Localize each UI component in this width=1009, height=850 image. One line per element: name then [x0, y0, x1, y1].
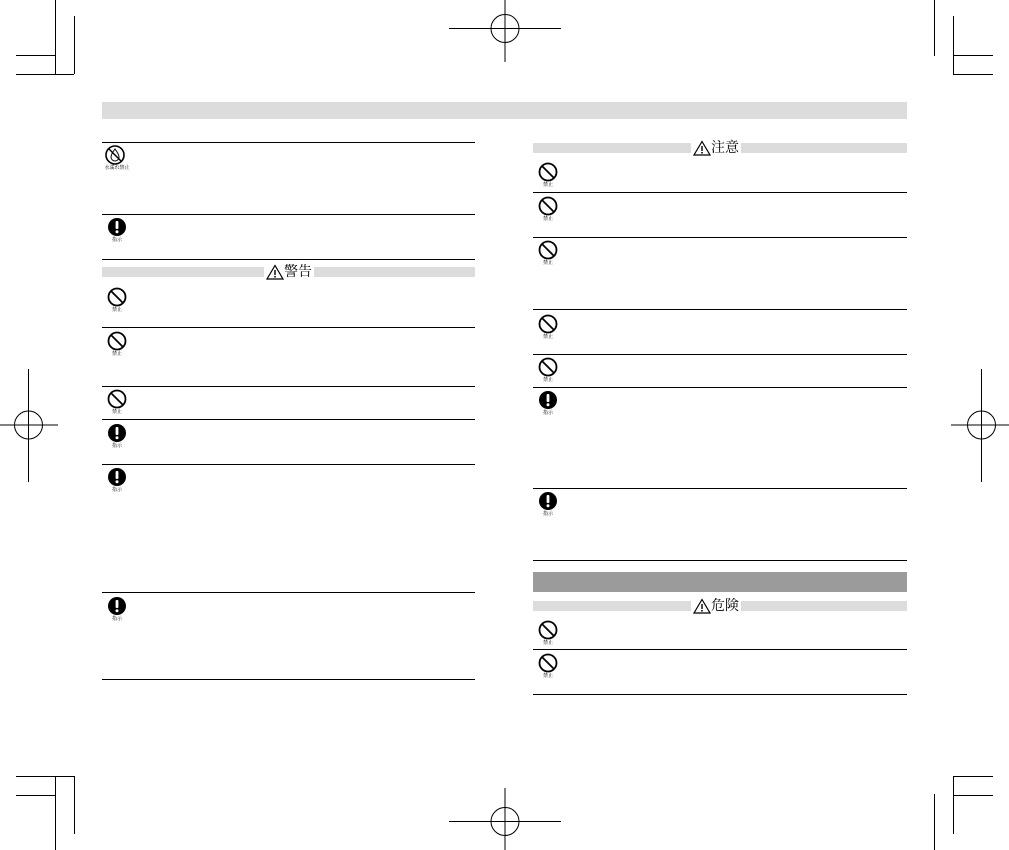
registration-mark-bottom — [449, 788, 561, 850]
prohibited-icon — [533, 314, 563, 346]
instruction-label: 指示 — [542, 511, 553, 517]
instruction-label: 指示 — [111, 616, 122, 622]
left-rule-7 — [102, 464, 475, 465]
instruction-label: 指示 — [111, 487, 122, 493]
crop-mark-br-v1 — [934, 794, 935, 850]
prohibited-icon — [533, 357, 563, 389]
right-rule-4 — [533, 354, 907, 355]
crop-mark-tr-v2 — [953, 16, 954, 74]
prohibited-icon — [102, 389, 132, 421]
instruction-icon — [102, 423, 132, 455]
prohibited-icon — [102, 287, 132, 319]
instruction-icon — [102, 467, 132, 499]
prohibited-label: 禁止 — [542, 377, 553, 383]
crop-mark-tl-h1 — [16, 55, 55, 56]
left-rule-3 — [102, 259, 475, 260]
prohibited-label: 禁止 — [542, 182, 553, 188]
section-band-dark — [533, 572, 907, 592]
caution-triangle-icon — [693, 140, 711, 156]
water-prohibited-label: 水濡れ禁止 — [104, 165, 130, 171]
left-rule-9 — [102, 679, 475, 680]
prohibited-icon — [102, 331, 132, 363]
prohibited-label: 禁止 — [111, 307, 122, 313]
left-rule-2 — [102, 214, 475, 215]
warning-section-title: 警告 — [284, 264, 312, 280]
left-rule-4 — [102, 327, 475, 328]
crop-mark-bl-h1 — [16, 776, 74, 777]
crop-mark-tr-h2 — [953, 74, 993, 75]
right-rule-8 — [533, 649, 907, 650]
crop-mark-tr-h1 — [953, 55, 993, 56]
prohibited-icon — [533, 196, 563, 228]
crop-mark-tl-h2 — [16, 74, 74, 75]
right-rule-9 — [533, 694, 907, 695]
left-rule-1 — [102, 142, 475, 143]
left-rule-5 — [102, 386, 475, 387]
prohibited-label: 禁止 — [542, 216, 553, 222]
prohibited-icon — [533, 240, 563, 272]
instruction-label: 指示 — [542, 410, 553, 416]
prohibited-icon — [533, 620, 563, 652]
danger-section-header — [533, 596, 907, 616]
prohibited-label: 禁止 — [111, 351, 122, 357]
instruction-icon — [533, 491, 563, 523]
registration-mark-right — [950, 369, 1009, 482]
left-rule-8 — [102, 592, 475, 593]
crop-mark-br-h2 — [953, 795, 993, 796]
left-rule-6 — [102, 419, 475, 420]
caution-section-title: 注意 — [711, 140, 739, 156]
right-rule-5 — [533, 387, 907, 388]
prohibited-icon — [533, 653, 563, 685]
crop-mark-br-h1 — [953, 776, 993, 777]
prohibited-icon — [533, 162, 563, 194]
prohibited-label: 禁止 — [542, 334, 553, 340]
right-rule-2 — [533, 237, 907, 238]
caution-section-header — [533, 138, 907, 158]
crop-mark-tl-v2 — [74, 16, 75, 74]
right-rule-3 — [533, 309, 907, 310]
crop-mark-bl-v2 — [74, 776, 75, 834]
instruction-icon — [102, 596, 132, 628]
registration-mark-left — [0, 369, 60, 482]
crop-mark-tr-v1 — [934, 0, 935, 56]
warning-section-header — [102, 262, 475, 282]
prohibited-label: 禁止 — [542, 260, 553, 266]
page-header-band — [102, 102, 907, 119]
danger-triangle-icon — [693, 598, 711, 614]
crop-mark-br-v2 — [953, 776, 954, 834]
water-prohibited-icon — [99, 145, 135, 177]
right-rule-7 — [533, 560, 907, 561]
prohibited-label: 禁止 — [542, 640, 553, 646]
danger-section-title: 危険 — [711, 598, 739, 614]
right-rule-1 — [533, 192, 907, 193]
warning-triangle-icon — [266, 264, 284, 280]
crop-mark-bl-h2 — [16, 795, 55, 796]
instruction-icon — [102, 217, 132, 249]
prohibited-label: 禁止 — [111, 409, 122, 415]
instruction-label: 指示 — [111, 237, 122, 243]
crop-mark-tl-v1 — [55, 0, 56, 74]
right-rule-6 — [533, 488, 907, 489]
crop-mark-bl-v1 — [55, 776, 56, 850]
registration-mark-top — [449, 0, 561, 62]
prohibited-label: 禁止 — [542, 673, 553, 679]
instruction-label: 指示 — [111, 443, 122, 449]
instruction-icon — [533, 390, 563, 422]
